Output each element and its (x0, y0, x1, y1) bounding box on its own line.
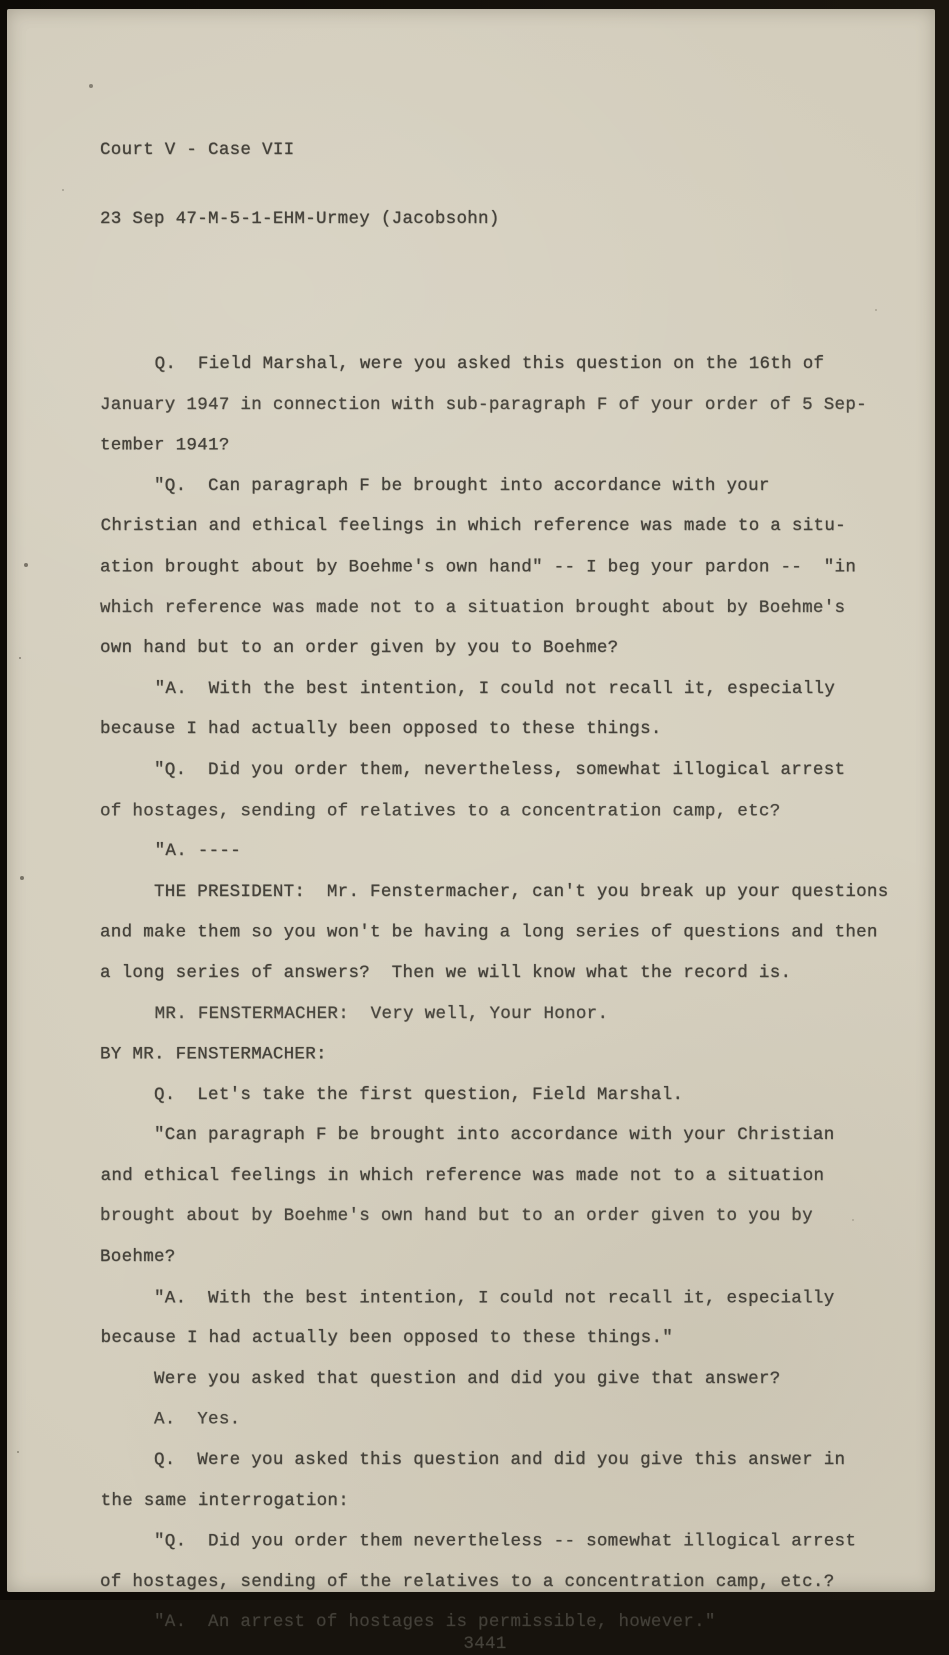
transcript-body (100, 344, 895, 1643)
transcript-line: "Q. Did you order them nevertheless -- somewhat illogical arrest (100, 1531, 857, 1552)
transcript-line: BY MR. FENSTERMACHER: (100, 1044, 327, 1065)
transcript-line: own hand but to an order given by you to Boehme? (100, 638, 619, 659)
transcript-line: Were you asked that question and did you give that answer? (100, 1368, 781, 1389)
page-number: 3441 (463, 1634, 507, 1654)
header-date-reference: 23 Sep 47-M-5-1-EHM-Urmey (Jacobsohn) (100, 209, 500, 229)
transcript-line: THE PRESIDENT: Mr. Fenstermacher, can't you break up your questions (100, 881, 889, 902)
transcript-line: A. Yes. (100, 1409, 241, 1430)
transcript-line: "A. With the best intention, I could not recall it, especially (100, 678, 836, 699)
header-court-case: Court V - Case VII (100, 140, 295, 160)
transcript-line: "Can paragraph F be brought into accordance with your Christian (100, 1125, 835, 1146)
transcript-line: because I had actually been opposed to these things." (100, 1328, 674, 1349)
transcript-line: of hostages, sending of relatives to a concentration camp, etc? (100, 800, 781, 821)
transcript-line: Q. Were you asked this question and did you give this answer in (100, 1450, 846, 1471)
transcript-line: because I had actually been opposed to these things. (100, 719, 662, 740)
transcript-line: Q. Field Marshal, were you asked this question on the 16th of (100, 354, 825, 374)
transcript-line: brought about by Boehme's own hand but to an order given to you by (100, 1206, 813, 1227)
transcript-line: and ethical feelings in which reference was made not to a situation (100, 1165, 825, 1186)
document-header (100, 93, 895, 277)
transcript-line: January 1947 in connection with sub-paragraph F of your order of 5 Sep- (100, 394, 867, 415)
page-content (7, 9, 935, 1654)
transcript-line: which reference was made not to a situation brought about by Boehme's (100, 597, 846, 618)
transcript-line: and make them so you won't be having a long series of questions and then (100, 922, 878, 943)
transcript-line: "Q. Can paragraph F be brought into accordance with your (100, 475, 770, 496)
transcript-line: of hostages, sending of the relatives to a concentration camp, etc.? (100, 1571, 835, 1592)
transcript-line: "A. ---- (100, 841, 242, 862)
transcript-line: MR. FENSTERMACHER: Very well, Your Honor. (100, 1003, 609, 1024)
transcript-line: Boehme? (100, 1247, 176, 1268)
transcript-line: the same interrogation: (100, 1490, 350, 1511)
transcript-line: tember 1941? (100, 435, 230, 456)
transcript-line: "A. An arrest of hostages is permissible, however." (100, 1612, 716, 1633)
transcript-line: a long series of answers? Then we will know what the record is. (100, 962, 792, 983)
transcript-line: "A. With the best intention, I could not recall it, especially (100, 1288, 835, 1309)
transcript-page (7, 9, 935, 1654)
transcript-line: Christian and ethical feelings in which reference was made to a situ- (100, 516, 846, 537)
transcript-line: ation brought about by Boehme's own hand" -- I beg your pardon -- "in (100, 557, 857, 578)
transcript-line: "Q. Did you order them, nevertheless, somewhat illogical arrest (100, 759, 846, 780)
transcript-line: Q. Let's take the first question, Field Marshal. (100, 1084, 684, 1105)
